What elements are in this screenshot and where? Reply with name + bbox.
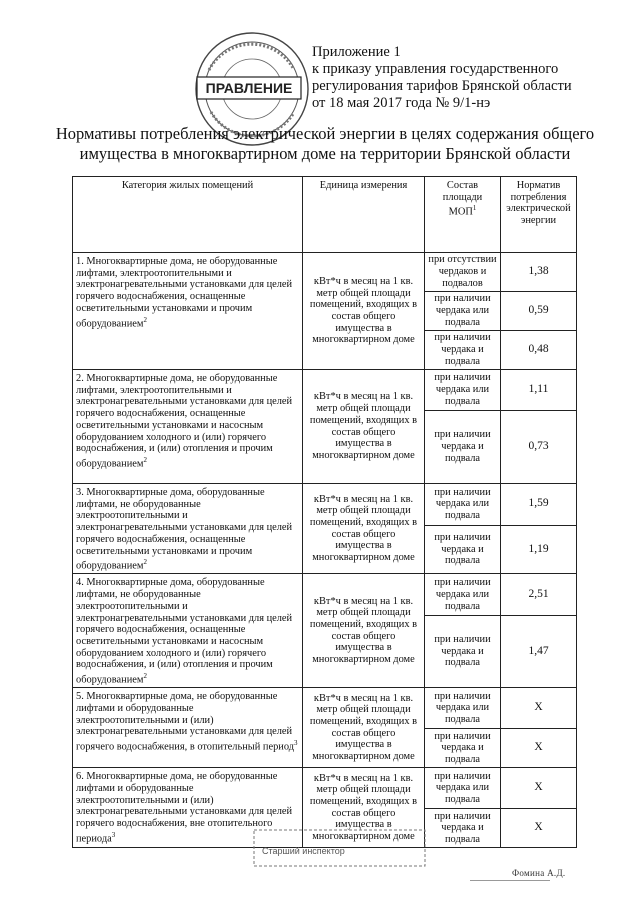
norm-value: 0,73 [501, 411, 577, 484]
category-cell: 6. Многоквартирные дома, не оборудованные лифтами и оборудованные электроотопительными и (или) электронагревательными установками для целей горячего водоснабжения, вне отопительного периода$^3$ [73, 768, 303, 848]
norm-value: 1,11 [501, 370, 577, 411]
header-area: Состав площади МОП$^1$ [425, 177, 501, 253]
norm-value: 1,47 [501, 616, 577, 688]
appendix-line: регулирования тарифов Брянской области [312, 78, 572, 94]
norm-value: 0,59 [501, 292, 577, 331]
table-row [73, 253, 577, 292]
area-cell: при наличии чердака или подвала [425, 574, 501, 616]
norm-value: Х [501, 768, 577, 809]
certification-stamp [252, 828, 427, 868]
category-cell: 4. Многоквартирные дома, оборудованные лифтами, не оборудованные электроотопительными и электронагревательными установками для целей горячего водоснабжения, оснащенные осветительными установками и насосным оборудованием холодного и (или) горячего водоснабжения, и (или) отопления и прочим оборудованием$^2$ [73, 574, 303, 688]
title-line: имущества в многоквартирном доме на территории Брянской области [79, 144, 571, 163]
appendix-line: Приложение 1 [312, 44, 401, 60]
category-cell: 2. Многоквартирные дома, не оборудованные лифтами, электроотопительными и электронагревательными установками для целей горячего водоснабжения, оснащенные осветительными установками и насосным оборудованием холодного и (или) горячего водоснабжения, и (или) отопления и прочим оборудованием$^2$ [73, 370, 303, 484]
unit-cell: кВт*ч в месяц на 1 кв. метр общей площади помещений, входящих в состав общего имущества в многоквартирном доме [303, 484, 425, 574]
unit-cell: кВт*ч в месяц на 1 кв. метр общей площади помещений, входящих в состав общего имущества в многоквартирном доме [303, 688, 425, 768]
unit-cell: кВт*ч в месяц на 1 кв. метр общей площади помещений, входящих в состав общего имущества в многоквартирном доме [303, 574, 425, 688]
area-cell: при наличии чердака и подвала [425, 809, 501, 848]
seal-text: ПРАВЛЕНИЕ [205, 80, 293, 96]
norm-value: 0,48 [501, 331, 577, 370]
signature-line [470, 880, 550, 881]
area-cell: при отсутствии чердаков и подвалов [425, 253, 501, 292]
norms-table [72, 176, 577, 848]
area-cell: при наличии чердака или подвала [425, 688, 501, 729]
norm-value: 2,51 [501, 574, 577, 616]
unit-cell: кВт*ч в месяц на 1 кв. метр общей площади помещений, входящих в состав общего имущества в многоквартирном доме [303, 253, 425, 370]
appendix-header [312, 44, 632, 112]
signer-name: Фомина А.Д. [512, 868, 566, 878]
certification-stamp-text: Старший инспектор [262, 846, 345, 856]
area-cell: при наличии чердака или подвала [425, 292, 501, 331]
norm-value: 1,19 [501, 525, 577, 574]
document-title [40, 124, 610, 164]
title-line: Нормативы потребления электрической энергии в целях содержания общего [55, 124, 595, 143]
area-cell: при наличии чердака и подвала [425, 525, 501, 574]
norm-value: 1,38 [501, 253, 577, 292]
table-row [73, 370, 577, 411]
table-row [73, 688, 577, 729]
area-cell: при наличии чердака и подвала [425, 729, 501, 768]
table-row [73, 484, 577, 526]
area-cell: при наличии чердака и подвала [425, 331, 501, 370]
header-norm: Норматив потребления электрической энергии [501, 177, 577, 253]
header-unit: Единица измерения [303, 177, 425, 253]
area-cell: при наличии чердака или подвала [425, 484, 501, 526]
appendix-line: к приказу управления государственного [312, 61, 559, 77]
header-category: Категория жилых помещений [73, 177, 303, 253]
area-cell: при наличии чердака и подвала [425, 411, 501, 484]
area-cell: при наличии чердака и подвала [425, 616, 501, 688]
appendix-line: от 18 мая 2017 года № 9/1-нэ [312, 95, 491, 111]
norm-value: 1,59 [501, 484, 577, 526]
unit-cell: кВт*ч в месяц на 1 кв. метр общей площади помещений, входящих в состав общего имущества в многоквартирном доме [303, 768, 425, 848]
category-cell: 1. Многоквартирные дома, не оборудованные лифтами, электроотопительными и электронагревательными установками для целей горячего водоснабжения, оснащенные осветительными установками и прочим оборудованием$^2$ [73, 253, 303, 370]
category-cell: 5. Многоквартирные дома, не оборудованные лифтами и оборудованные электроотопительными и (или) электронагревательными установками для целей горячего водоснабжения, в отопительный период$^3$ [73, 688, 303, 768]
area-cell: при наличии чердака или подвала [425, 370, 501, 411]
norm-value: Х [501, 809, 577, 848]
table-row [73, 768, 577, 809]
table-row [73, 574, 577, 616]
unit-cell: кВт*ч в месяц на 1 кв. метр общей площади помещений, входящих в состав общего имущества в многоквартирном доме [303, 370, 425, 484]
norm-value: Х [501, 729, 577, 768]
table-header-row [73, 177, 577, 253]
category-cell: 3. Многоквартирные дома, оборудованные лифтами, не оборудованные электроотопительными и электронагревательными установками для целей горячего водоснабжения, оснащенные осветительными установками и прочим оборудованием$^2$ [73, 484, 303, 574]
area-cell: при наличии чердака или подвала [425, 768, 501, 809]
norm-value: Х [501, 688, 577, 729]
